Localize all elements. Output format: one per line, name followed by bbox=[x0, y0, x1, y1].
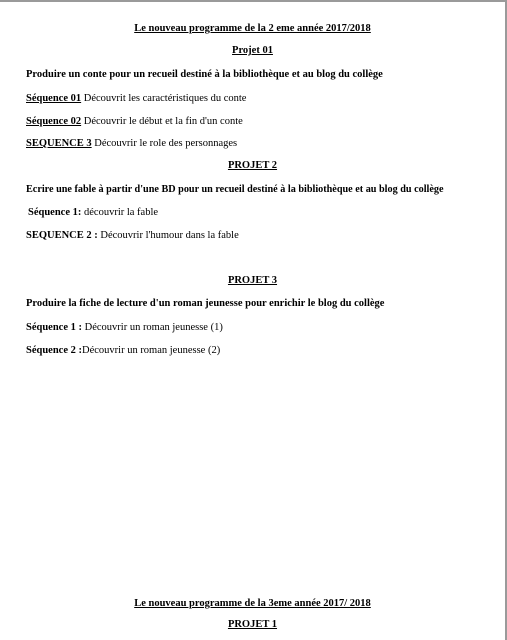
projet-1-3eme-title: PROJET 1 bbox=[227, 619, 278, 630]
sequence-3-text: Découvrir le role des personnages bbox=[91, 138, 238, 149]
p3-sequence-1-line bbox=[26, 321, 223, 334]
p3-sequence-2-label: Séquence 2 : bbox=[26, 345, 82, 356]
p3-sequence-1-text: Découvrir un roman jeunesse (1) bbox=[82, 322, 223, 333]
header-2eme-annee: Le nouveau programme de la 2 eme année 2017/2018 bbox=[134, 23, 371, 34]
header-3eme-annee: Le nouveau programme de la 3eme année 2017/ 2018 bbox=[134, 598, 371, 609]
p2-sequence-1-line bbox=[28, 206, 158, 219]
p2-sequence-2-label: SEQUENCE 2 : bbox=[26, 230, 98, 241]
sequence-02-text: Découvrir le début et la fin d'un conte bbox=[81, 116, 243, 127]
p2-sequence-1-text: découvrir la fable bbox=[81, 207, 159, 218]
p3-sequence-1-label: Séquence 1 : bbox=[26, 322, 82, 333]
page-top-border bbox=[0, 0, 507, 2]
sequence-02-label: Séquence 02 bbox=[26, 116, 82, 127]
projet-2-objective: Ecrire une fable à partir d'une BD pour un recueil destiné à la bibliothèque et au blog du collège bbox=[26, 184, 444, 195]
sequence-02-line bbox=[26, 115, 243, 128]
projet-3-title: PROJET 3 bbox=[227, 275, 278, 286]
p3-sequence-2-text: Découvrir un roman jeunesse (2) bbox=[82, 345, 221, 356]
sequence-3-line bbox=[26, 137, 237, 150]
sequence-01-label: Séquence 01 bbox=[26, 93, 82, 104]
p3-sequence-2-line bbox=[26, 344, 220, 357]
projet-2-title: PROJET 2 bbox=[227, 160, 278, 171]
p2-sequence-1-label: Séquence 1: bbox=[28, 207, 82, 218]
sequence-01-line bbox=[26, 92, 246, 105]
sequence-01-text: Découvrit les caractéristiques du conte bbox=[81, 93, 247, 104]
p2-sequence-2-line bbox=[26, 229, 239, 242]
projet-01-objective: Produire un conte pour un recueil destiné à la bibliothèque et au blog du collège bbox=[26, 69, 383, 80]
sequence-3-label: SEQUENCE 3 bbox=[26, 138, 92, 149]
projet-01-title: Projet 01 bbox=[232, 45, 273, 56]
projet-3-objective: Produire la fiche de lecture d'un roman jeunesse pour enrichir le blog du collège bbox=[26, 298, 385, 309]
p2-sequence-2-text: Découvrir l'humour dans la fable bbox=[97, 230, 239, 241]
